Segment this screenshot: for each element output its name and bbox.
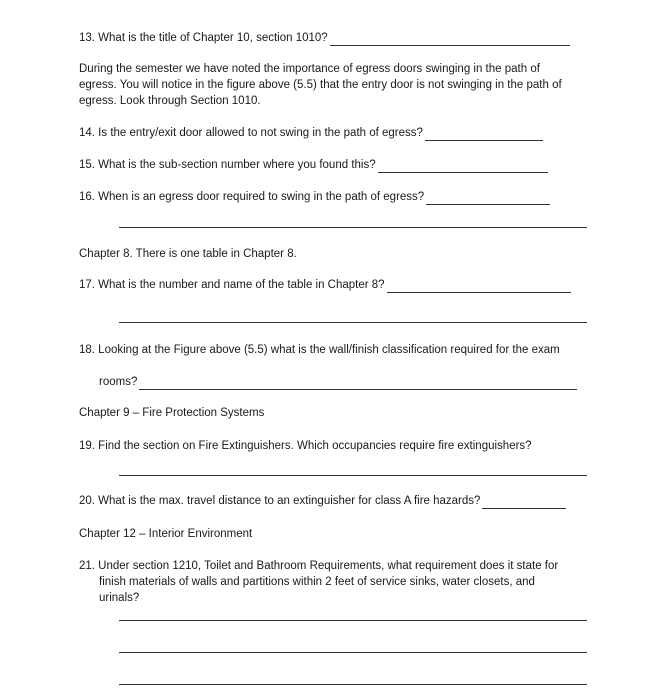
answer-line-16b[interactable] — [119, 227, 587, 228]
answer-line-19[interactable] — [119, 475, 587, 476]
answer-line-17b[interactable] — [119, 322, 587, 323]
question-15 — [79, 157, 548, 173]
answer-blank-15[interactable] — [378, 161, 548, 173]
question-19: 19. Find the section on Fire Extinguishers. Which occupancies require fire extinguishers? — [79, 440, 532, 452]
question-17 — [79, 277, 571, 293]
answer-blank-17[interactable] — [387, 281, 571, 293]
question-20-text: 20. What is the max. travel distance to an extinguisher for class A fire hazards? — [79, 495, 481, 507]
question-18-line-2 — [99, 374, 577, 390]
question-21-line-2: finish materials of walls and partitions within 2 feet of service sinks, water closets, and — [99, 576, 535, 588]
question-14-text: 14. Is the entry/exit door allowed to not swing in the path of egress? — [79, 127, 423, 139]
chapter-9-heading: Chapter 9 – Fire Protection Systems — [79, 407, 265, 419]
intro-line-1: During the semester we have noted the importance of egress doors swinging in the path of — [79, 63, 540, 75]
chapter-12-heading: Chapter 12 – Interior Environment — [79, 528, 253, 540]
intro-line-2: egress. You will notice in the figure above (5.5) that the entry door is not swinging in the path of — [79, 79, 562, 91]
question-17-text: 17. What is the number and name of the table in Chapter 8? — [79, 279, 385, 291]
question-15-text: 15. What is the sub-section number where you found this? — [79, 159, 376, 171]
question-21-line-1: 21. Under section 1210, Toilet and Bathroom Requirements, what requirement does it state for — [79, 560, 559, 572]
question-14 — [79, 125, 543, 141]
intro-line-3: egress. Look through Section 1010. — [79, 95, 261, 107]
answer-blank-16[interactable] — [426, 193, 550, 205]
answer-blank-20[interactable] — [482, 497, 566, 509]
question-20 — [79, 493, 566, 509]
question-16 — [79, 189, 550, 205]
question-13-text: 13. What is the title of Chapter 10, section 1010? — [79, 32, 328, 44]
question-13 — [79, 30, 570, 46]
answer-line-21a[interactable] — [119, 620, 587, 621]
answer-blank-18[interactable] — [139, 378, 577, 390]
answer-line-21b[interactable] — [119, 652, 587, 653]
question-21-line-3: urinals? — [99, 592, 140, 604]
chapter-8-heading: Chapter 8. There is one table in Chapter 8. — [79, 248, 297, 260]
question-18-text-2: rooms? — [99, 376, 138, 388]
question-18-line-1: 18. Looking at the Figure above (5.5) what is the wall/finish classification required for the exam — [79, 344, 560, 356]
answer-blank-13[interactable] — [330, 34, 570, 46]
answer-line-21c[interactable] — [119, 684, 587, 685]
answer-blank-14[interactable] — [425, 129, 543, 141]
question-16-text: 16. When is an egress door required to swing in the path of egress? — [79, 191, 425, 203]
